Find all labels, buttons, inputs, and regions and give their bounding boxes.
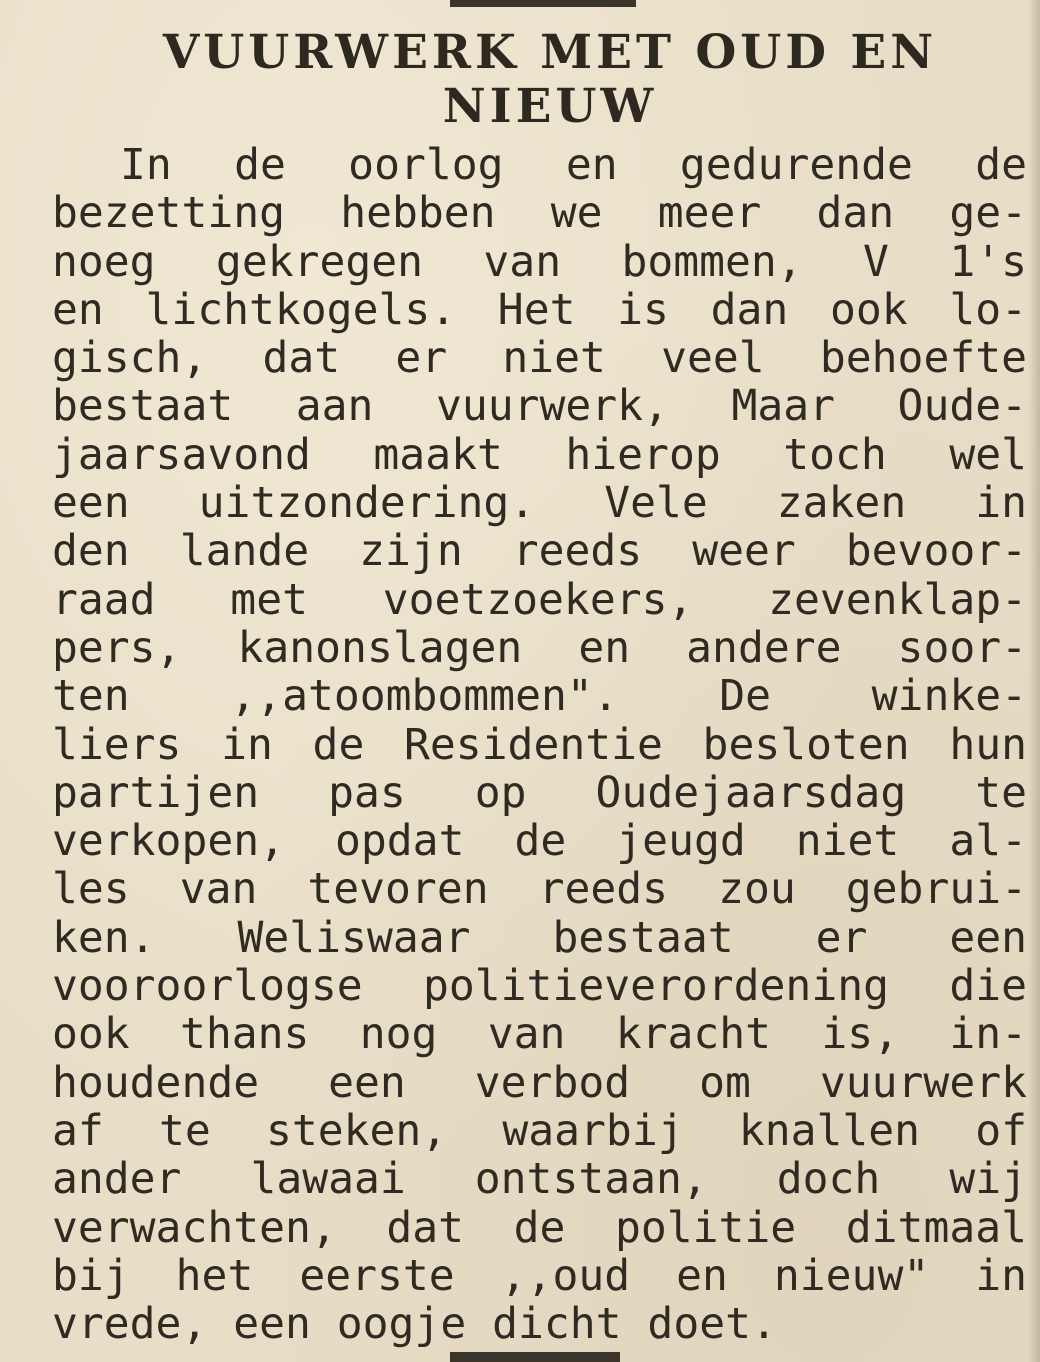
body-line: pers, kanonslagen en andere soor-: [52, 622, 1027, 673]
article-headline: [60, 26, 1040, 134]
body-line: gisch, dat er niet veel behoefte: [52, 333, 1027, 384]
body-line: ken. Weliswaar bestaat er een: [52, 912, 1027, 963]
headline-line-1: VUURWERK MET OUD EN: [162, 25, 938, 80]
body-line: bij het eerste ,,oud en nieuw" in: [52, 1250, 1027, 1301]
body-line: In de oorlog en gedurende de: [120, 140, 1027, 190]
body-line: jaarsavond maakt hierop toch wel: [52, 429, 1027, 480]
body-line: verwachten, dat de politie ditmaal: [52, 1202, 1027, 1253]
body-line: bezetting hebben we meer dan ge-: [52, 188, 1027, 239]
body-line: les van tevoren reeds zou gebrui-: [52, 864, 1027, 915]
body-line: ten ,,atoombommen". De winke-: [52, 671, 1027, 722]
article-body: [52, 141, 1027, 1348]
body-line: vrede, een oogje dicht doet.: [52, 1299, 777, 1350]
body-line: ook thans nog van kracht is, in-: [52, 1009, 1027, 1060]
body-line: af te steken, waarbij knallen of: [52, 1105, 1027, 1156]
body-line: noeg gekregen van bommen, V 1's: [52, 236, 1027, 287]
body-line: en lichtkogels. Het is dan ook lo-: [52, 284, 1027, 335]
body-line: verkopen, opdat de jeugd niet al-: [52, 816, 1027, 867]
body-line: partijen pas op Oudejaarsdag te: [52, 767, 1027, 818]
body-line: ander lawaai ontstaan, doch wij: [52, 1154, 1027, 1205]
body-line: liers in de Residentie besloten hun: [52, 719, 1027, 770]
body-line: vooroorlogse politieverordening die: [52, 961, 1027, 1012]
headline-line-2: NIEUW: [442, 79, 658, 134]
body-line: een uitzondering. Vele zaken in: [52, 478, 1027, 529]
body-line: bestaat aan vuurwerk, Maar Oude-: [52, 381, 1027, 432]
bottom-column-rule: [450, 1352, 620, 1362]
page-edge-shadow: [1028, 0, 1040, 1362]
body-line: den lande zijn reeds weer bevoor-: [52, 526, 1027, 577]
top-column-rule: [450, 0, 636, 7]
body-line: houdende een verbod om vuurwerk: [52, 1057, 1027, 1108]
body-line: raad met voetzoekers, zevenklap-: [52, 574, 1027, 625]
